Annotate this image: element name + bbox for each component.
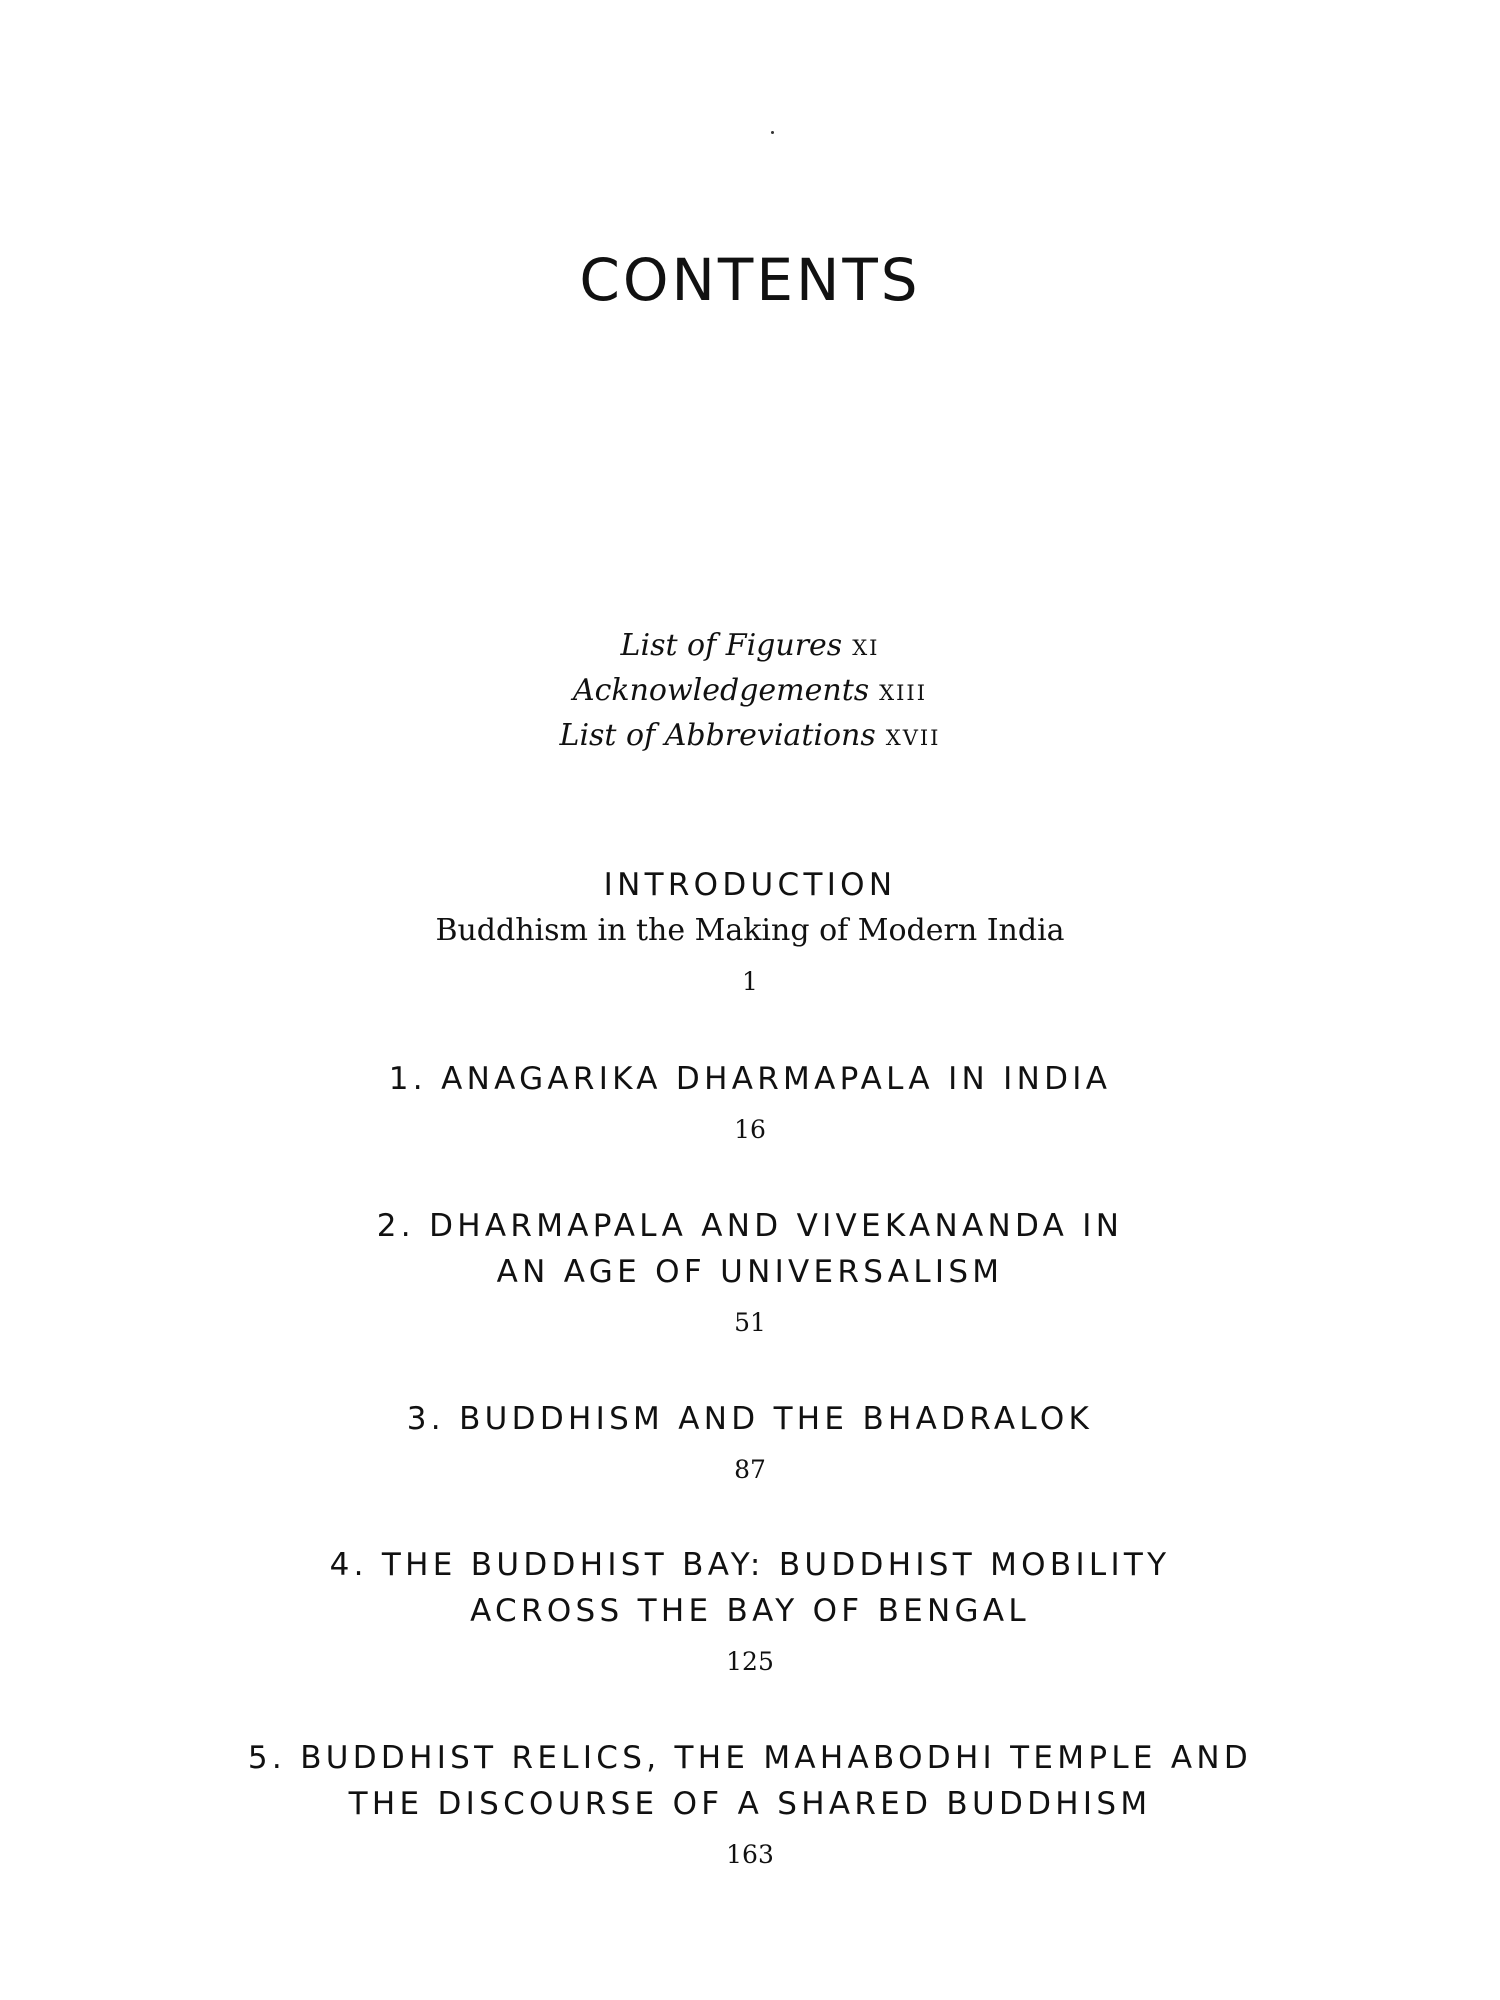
entry-page-number: 125 xyxy=(726,1647,774,1676)
toc-entry-introduction xyxy=(0,862,1500,1010)
stray-dot xyxy=(771,131,774,134)
entry-heading: INTRODUCTION xyxy=(603,867,897,903)
front-matter-page: xiii xyxy=(879,673,928,708)
entry-heading-line-1: 5. BUDDHIST RELICS, THE MAHABODHI TEMPLE AND xyxy=(247,1740,1253,1776)
toc-entry-chapter-3 xyxy=(0,1396,1500,1498)
entry-page-number: 1 xyxy=(742,967,758,996)
entry-heading: 3. BUDDHISM AND THE BHADRALOK xyxy=(406,1401,1094,1437)
front-matter-page: xvii xyxy=(885,718,941,753)
entry-subtitle: Buddhism in the Making of Modern India xyxy=(435,913,1065,948)
front-matter-label: List of Abbreviations xyxy=(559,718,876,753)
front-matter-item xyxy=(0,623,1500,668)
entry-page-number: 16 xyxy=(734,1115,766,1144)
entry-heading: 1. ANAGARIKA DHARMAPALA IN INDIA xyxy=(388,1061,1112,1097)
front-matter-label: Acknowledgements xyxy=(572,673,870,708)
front-matter-page: xi xyxy=(852,628,880,663)
entry-page-number: 51 xyxy=(734,1308,766,1337)
front-matter-list xyxy=(0,623,1500,758)
page-title: CONTENTS xyxy=(579,246,921,314)
entry-heading-line-2: THE DISCOURSE OF A SHARED BUDDHISM xyxy=(348,1786,1152,1822)
entry-heading-line-1: 4. THE BUDDHIST BAY: BUDDHIST MOBILITY xyxy=(329,1547,1171,1583)
front-matter-item xyxy=(0,713,1500,758)
front-matter-item xyxy=(0,668,1500,713)
toc-entry-chapter-1 xyxy=(0,1056,1500,1158)
toc-entry-chapter-2 xyxy=(0,1203,1500,1351)
entry-heading-line-2: ACROSS THE BAY OF BENGAL xyxy=(470,1593,1030,1629)
toc-entry-chapter-4 xyxy=(0,1542,1500,1690)
entry-heading-line-1: 2. DHARMAPALA AND VIVEKANANDA IN xyxy=(376,1208,1124,1244)
entry-page-number: 163 xyxy=(726,1840,774,1869)
entry-heading-line-2: AN AGE OF UNIVERSALISM xyxy=(496,1254,1004,1290)
entry-page-number: 87 xyxy=(734,1455,766,1484)
toc-entry-chapter-5 xyxy=(0,1735,1500,1883)
front-matter-label: List of Figures xyxy=(620,628,843,663)
